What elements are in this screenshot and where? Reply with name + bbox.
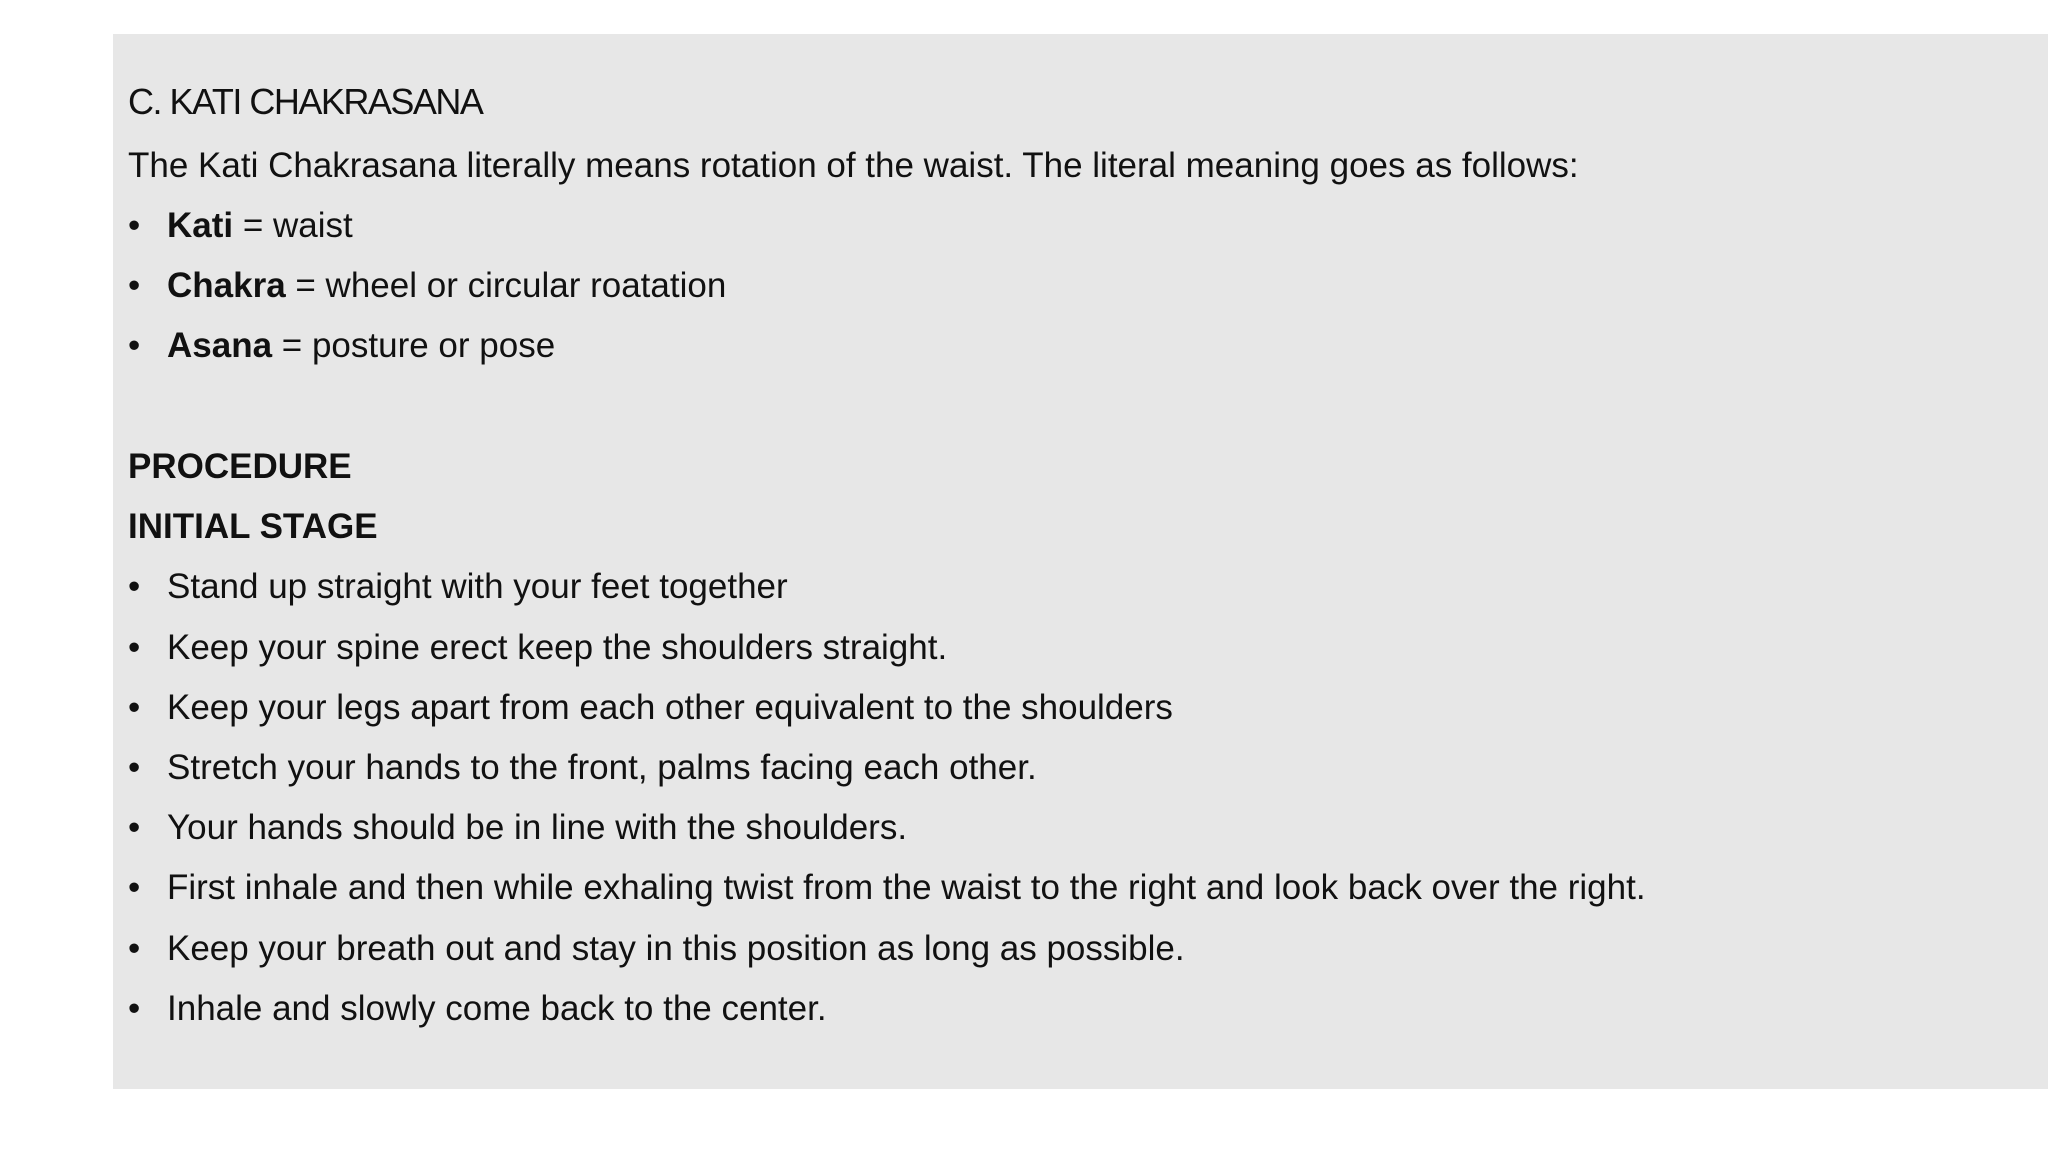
bullet-icon: • — [128, 628, 141, 667]
bullet-icon: • — [128, 206, 141, 245]
bullet-icon: • — [128, 868, 141, 907]
bullet-icon: • — [128, 567, 141, 606]
bullet-icon: • — [128, 808, 141, 847]
step-text: Keep your spine erect keep the shoulders straight. — [167, 628, 948, 667]
term-item-kati — [128, 206, 353, 246]
step-item — [128, 567, 788, 607]
bullet-icon: • — [128, 989, 141, 1028]
step-item — [128, 748, 1037, 788]
term-label: Chakra — [167, 266, 286, 305]
term-item-asana — [128, 326, 555, 366]
term-definition: = waist — [233, 206, 353, 245]
bullet-icon: • — [128, 326, 141, 365]
initial-stage-heading: INITIAL STAGE — [128, 507, 378, 546]
slide-title: C. KATI CHAKRASANA — [128, 81, 483, 122]
step-text: Stretch your hands to the front, palms facing each other. — [167, 748, 1037, 787]
term-label: Asana — [167, 326, 273, 365]
term-item-chakra — [128, 266, 726, 306]
step-item — [128, 929, 1185, 969]
step-text: Inhale and slowly come back to the center. — [167, 989, 827, 1028]
term-label: Kati — [167, 206, 234, 245]
step-item — [128, 688, 1173, 728]
step-text: First inhale and then while exhaling twist from the waist to the right and look back over the right. — [167, 868, 1646, 907]
bullet-icon: • — [128, 748, 141, 787]
intro-paragraph: The Kati Chakrasana literally means rotation of the waist. The literal meaning goes as follows: — [128, 146, 1579, 185]
step-text: Stand up straight with your feet together — [167, 567, 788, 606]
procedure-heading: PROCEDURE — [128, 447, 352, 486]
step-item — [128, 989, 827, 1029]
step-text: Your hands should be in line with the shoulders. — [167, 808, 908, 847]
term-definition: = posture or pose — [272, 326, 556, 365]
term-definition: = wheel or circular roatation — [285, 266, 727, 305]
step-text: Keep your legs apart from each other equivalent to the shoulders — [167, 688, 1173, 727]
step-text: Keep your breath out and stay in this position as long as possible. — [167, 929, 1185, 968]
step-item — [128, 628, 947, 668]
bullet-icon: • — [128, 688, 141, 727]
step-item — [128, 808, 907, 848]
bullet-icon: • — [128, 266, 141, 305]
bullet-icon: • — [128, 929, 141, 968]
step-item — [128, 868, 1646, 908]
